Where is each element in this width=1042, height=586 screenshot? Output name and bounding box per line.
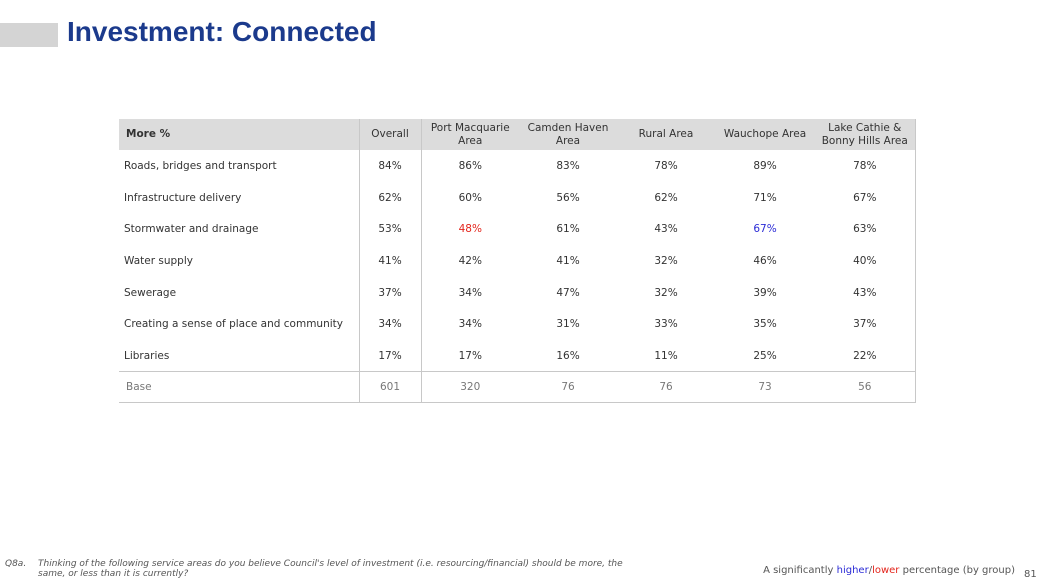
page-title: Investment: Connected <box>67 16 377 47</box>
base-cell: 320 <box>421 372 519 403</box>
table-cell: 67% <box>853 191 877 204</box>
row-label: Stormwater and drainage <box>124 223 259 236</box>
row-label: Libraries <box>124 349 170 362</box>
table-cell: 56% <box>556 191 580 204</box>
base-cell: 601 <box>359 372 421 403</box>
table-cell: 37% <box>853 318 877 331</box>
column-header-overall: Overall <box>359 119 421 150</box>
column-header-lake-cathie: Lake Cathie & Bonny Hills Area <box>821 121 908 147</box>
table-row <box>119 182 915 214</box>
legend-prefix: A significantly <box>763 565 834 576</box>
table-cell: 48% <box>421 213 519 245</box>
table-cell: 35% <box>753 318 777 331</box>
table-cell: 17% <box>359 340 421 372</box>
table-cell: 53% <box>359 213 421 245</box>
column-header-rural: Rural Area <box>638 128 694 140</box>
legend-suffix: percentage (by group) <box>902 565 1015 576</box>
table-cell: 43% <box>654 223 678 236</box>
table-cell: 32% <box>654 254 678 267</box>
base-cell: 76 <box>659 381 673 394</box>
table-row <box>119 245 915 277</box>
title-accent-bar <box>0 23 58 47</box>
table-row <box>119 150 915 182</box>
legend-higher: higher <box>836 565 869 576</box>
table-cell: 33% <box>654 318 678 331</box>
table-cell: 11% <box>654 349 678 362</box>
table-cell: 39% <box>753 286 777 299</box>
table-cell: 78% <box>654 159 678 172</box>
significance-legend <box>763 565 1015 576</box>
base-cell: 56 <box>858 381 872 394</box>
table-header-row <box>119 119 915 150</box>
footnote-code: Q8a. <box>5 559 27 569</box>
row-label: Sewerage <box>124 286 177 299</box>
table-cell: 62% <box>359 182 421 214</box>
table-cell: 37% <box>359 277 421 309</box>
table-cell: 62% <box>654 191 678 204</box>
table-cell: 41% <box>359 245 421 277</box>
column-header-port-macquarie: Port Macquarie Area <box>421 119 519 150</box>
table-cell: 17% <box>421 340 519 372</box>
table-cell: 34% <box>421 277 519 309</box>
table-cell: 78% <box>853 159 877 172</box>
page-number: 81 <box>1024 569 1037 580</box>
table-row <box>119 308 915 340</box>
table-cell: 41% <box>556 254 580 267</box>
row-label: Water supply <box>124 254 193 267</box>
results-table <box>119 119 916 403</box>
table-cell: 46% <box>753 254 777 267</box>
table-cell: 86% <box>421 150 519 182</box>
table-cell: 47% <box>556 286 580 299</box>
column-header-wauchope: Wauchope Area <box>723 128 807 140</box>
table-cell: 84% <box>359 150 421 182</box>
footnote-text: Thinking of the following service areas do you believe Council's level of investment (i.e. resourcing/financial) should be more, the same, or less than it is currently? <box>38 559 623 579</box>
legend-separator: / <box>868 565 873 576</box>
table-cell: 89% <box>753 159 777 172</box>
table-cell: 42% <box>421 245 519 277</box>
footnote <box>5 559 645 579</box>
table-cell: 67% <box>753 223 777 236</box>
table-row <box>119 340 915 372</box>
row-label: Infrastructure delivery <box>124 191 242 204</box>
label-column-header: More % <box>126 128 171 140</box>
table-cell: 43% <box>853 286 877 299</box>
table-cell: 25% <box>753 349 777 362</box>
table-row <box>119 213 915 245</box>
table-cell: 16% <box>556 349 580 362</box>
table-cell: 34% <box>359 308 421 340</box>
table-cell: 32% <box>654 286 678 299</box>
table-cell: 34% <box>421 308 519 340</box>
table-cell: 40% <box>853 254 877 267</box>
legend-lower: lower <box>872 565 900 576</box>
table-cell: 60% <box>421 182 519 214</box>
base-cell: 76 <box>561 381 575 394</box>
table-cell: 61% <box>556 223 580 236</box>
base-label: Base <box>126 381 152 394</box>
row-label: Roads, bridges and transport <box>124 159 277 172</box>
base-row <box>119 372 915 403</box>
table-cell: 22% <box>853 349 877 362</box>
table-row <box>119 277 915 309</box>
row-label: Creating a sense of place and community <box>124 318 343 331</box>
table-cell: 63% <box>853 223 877 236</box>
base-cell: 73 <box>758 381 772 394</box>
table-cell: 83% <box>556 159 580 172</box>
table-cell: 71% <box>753 191 777 204</box>
column-header-camden-haven: Camden Haven Area <box>527 121 609 147</box>
table-cell: 31% <box>556 318 580 331</box>
